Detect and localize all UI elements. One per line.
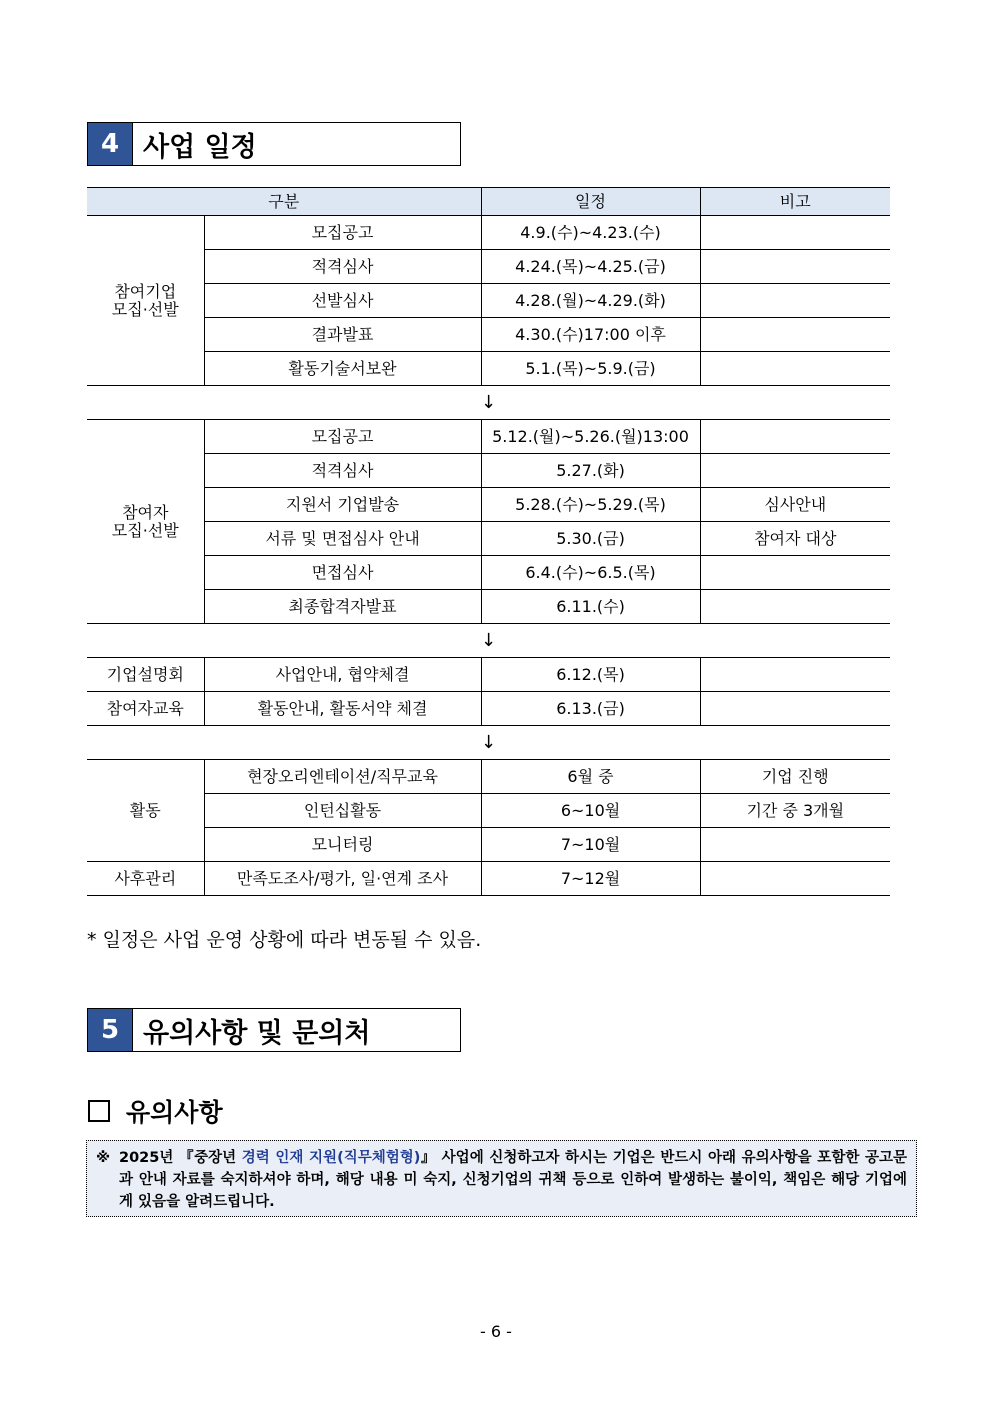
table-row [87,318,890,352]
item-cell: 사업안내, 협약체결 [204,658,481,692]
group-label [87,216,204,386]
group-label-line: 모집·선발 [111,299,179,319]
down-arrow-icon: ↓ [87,624,890,658]
note-cell [700,250,890,284]
table-row [87,420,890,454]
subheading-text: 유의사항 [126,1098,223,1127]
date-cell: 4.28.(월)~4.29.(화) [481,284,700,318]
section-number: 5 [88,1009,133,1051]
table-header-row [87,188,890,216]
arrow-row [87,624,890,658]
table-row [87,556,890,590]
table-row [87,658,890,692]
notice-box [86,1140,917,1217]
group-label: 기업설명회 [87,658,204,692]
date-cell: 5.1.(목)~5.9.(금) [481,352,700,386]
note-cell [700,590,890,624]
date-cell: 6.4.(수)~6.5.(목) [481,556,700,590]
group-label-line: 참여기업 [114,281,177,301]
item-cell: 모집공고 [204,420,481,454]
item-cell: 적격심사 [204,454,481,488]
subheading [88,1093,223,1129]
group-label: 사후관리 [87,862,204,896]
section-title: 유의사항 및 문의처 [143,1017,371,1049]
down-arrow-icon: ↓ [87,726,890,760]
table-row [87,794,890,828]
notice-text-pre: 2025년 『중장년 [119,1150,242,1166]
section-5-header [87,1008,461,1052]
table-row [87,692,890,726]
note-cell [700,692,890,726]
down-arrow-icon: ↓ [87,386,890,420]
table-row [87,488,890,522]
date-cell: 7~12월 [481,862,700,896]
table-row [87,760,890,794]
notice-text-post: 』 사업에 신청하고자 하시는 기업은 반드시 아래 유의사항을 포함한 공고문과 안내 자료를 숙지하셔야 하며, 해당 내용 미 숙지, 신청기업의 귀책 등으로 인하여 발생하는 불이익, 책임은 해당 기업에게 있음을 알려드립니다. [119,1150,907,1210]
table-row [87,590,890,624]
schedule-note: * 일정은 사업 운영 상황에 따라 변동될 수 있음. [87,929,482,951]
header-category: 구분 [87,188,481,216]
note-cell: 기간 중 3개월 [700,794,890,828]
schedule-table [87,187,890,896]
table-row [87,250,890,284]
note-cell [700,658,890,692]
date-cell: 6월 중 [481,760,700,794]
note-cell [700,284,890,318]
group-label-line: 참여자 [122,502,169,522]
date-cell: 6.13.(금) [481,692,700,726]
table-row [87,352,890,386]
date-cell: 7~10월 [481,828,700,862]
item-cell: 서류 및 면접심사 안내 [204,522,481,556]
date-cell: 6.11.(수) [481,590,700,624]
date-cell: 4.9.(수)~4.23.(수) [481,216,700,250]
table-row [87,216,890,250]
item-cell: 지원서 기업발송 [204,488,481,522]
item-cell: 현장오리엔테이션/직무교육 [204,760,481,794]
section-title: 사업 일정 [143,131,257,163]
note-cell [700,828,890,862]
note-cell [700,216,890,250]
group-label [87,420,204,624]
date-cell: 5.30.(금) [481,522,700,556]
note-cell [700,454,890,488]
header-schedule: 일정 [481,188,700,216]
arrow-row [87,386,890,420]
item-cell: 모니터링 [204,828,481,862]
item-cell: 활동안내, 활동서약 체결 [204,692,481,726]
note-cell [700,420,890,454]
date-cell: 5.12.(월)~5.26.(월)13:00 [481,420,700,454]
header-remarks: 비고 [700,188,890,216]
table-row [87,862,890,896]
arrow-row [87,726,890,760]
table-row [87,454,890,488]
date-cell: 5.27.(화) [481,454,700,488]
table-row [87,284,890,318]
notice-highlight: 경력 인재 지원(직무체험형) [241,1150,421,1166]
item-cell: 인턴십활동 [204,794,481,828]
reference-mark-icon: ※ [96,1150,111,1166]
item-cell: 활동기술서보완 [204,352,481,386]
item-cell: 결과발표 [204,318,481,352]
page-number: - 6 - [480,1322,512,1341]
section-4-header [87,122,461,166]
square-bullet-icon [88,1100,110,1122]
item-cell: 모집공고 [204,216,481,250]
note-cell [700,318,890,352]
group-label: 참여자교육 [87,692,204,726]
table-row [87,522,890,556]
date-cell: 6~10월 [481,794,700,828]
date-cell: 4.30.(수)17:00 이후 [481,318,700,352]
table-row [87,828,890,862]
section-number: 4 [88,123,133,165]
note-cell [700,862,890,896]
item-cell: 적격심사 [204,250,481,284]
item-cell: 만족도조사/평가, 일·연계 조사 [204,862,481,896]
note-cell: 기업 진행 [700,760,890,794]
item-cell: 최종합격자발표 [204,590,481,624]
item-cell: 면접심사 [204,556,481,590]
group-label: 활동 [87,760,204,862]
note-cell: 참여자 대상 [700,522,890,556]
item-cell: 선발심사 [204,284,481,318]
note-cell [700,352,890,386]
note-cell: 심사안내 [700,488,890,522]
date-cell: 5.28.(수)~5.29.(목) [481,488,700,522]
date-cell: 4.24.(목)~4.25.(금) [481,250,700,284]
date-cell: 6.12.(목) [481,658,700,692]
group-label-line: 모집·선발 [111,520,179,540]
note-cell [700,556,890,590]
